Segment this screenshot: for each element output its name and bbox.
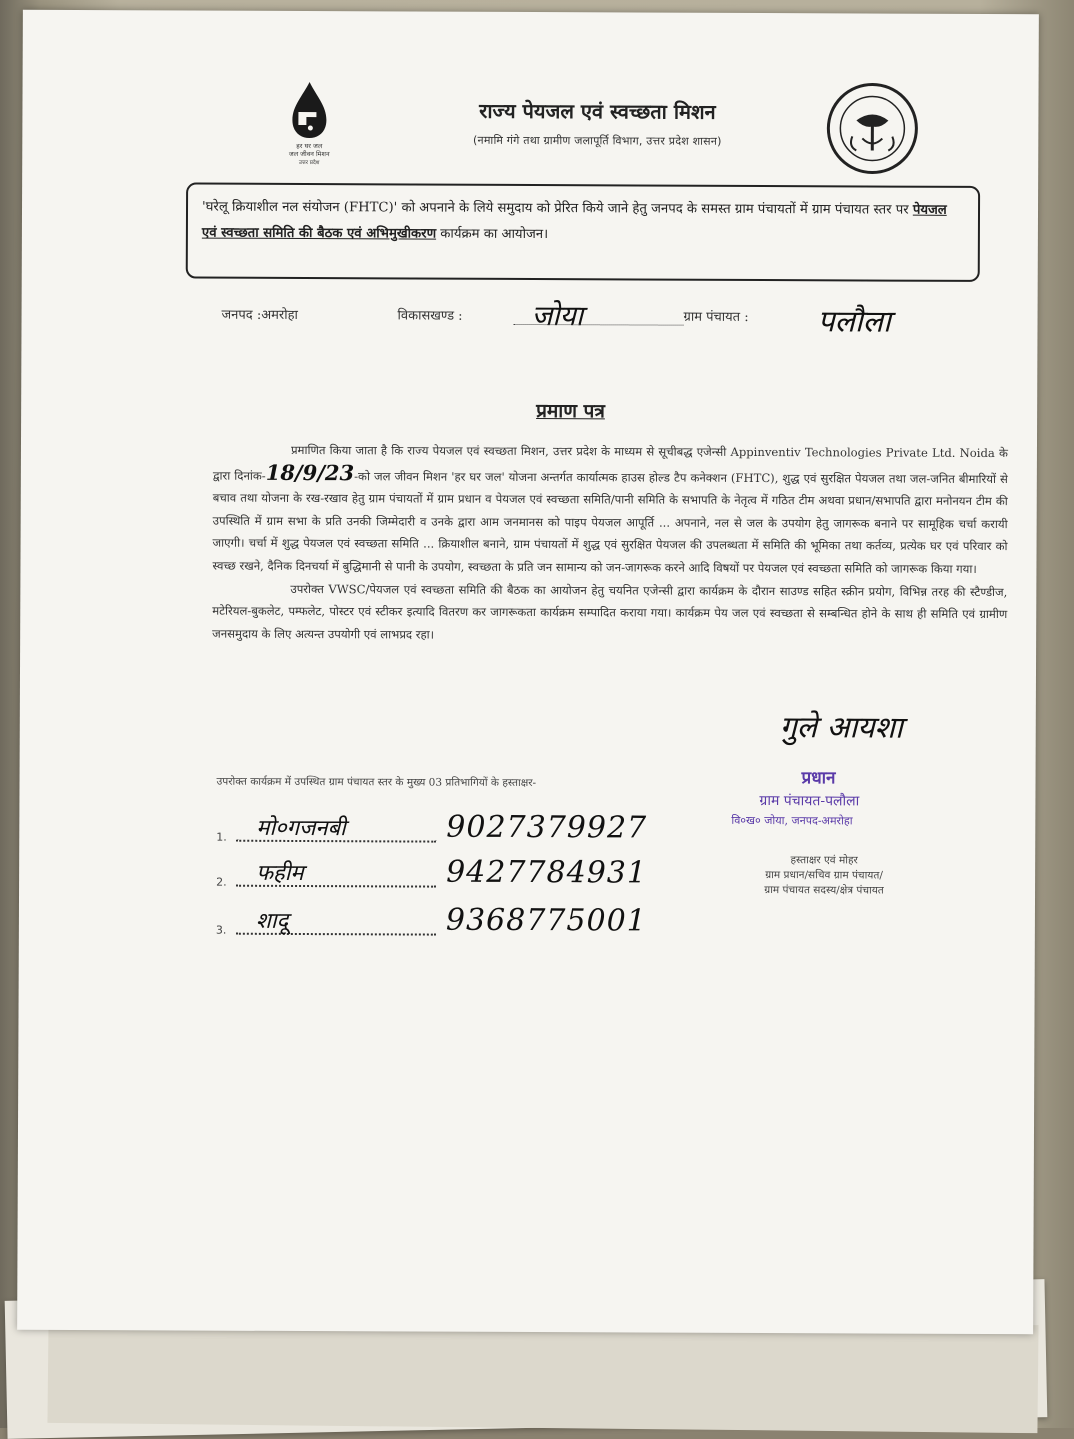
block-value: जोया bbox=[531, 299, 584, 333]
attendees-caption: उपरोक्त कार्यक्रम में उपस्थित ग्राम पंचायत स्तर के मुख्य 03 प्रतिभागियों के हस्ताक्षर- bbox=[216, 775, 537, 790]
attendee-row: 3. शादू 9368775001 bbox=[215, 902, 647, 939]
panchayat-value: पलौला bbox=[817, 304, 891, 340]
panchayat-label: ग्राम पंचायत : bbox=[683, 309, 749, 325]
notice-text-end: कार्यक्रम का आयोजन। bbox=[436, 226, 549, 243]
program-date: 18/9/23 bbox=[265, 459, 355, 485]
certificate-body bbox=[212, 439, 1008, 649]
district-label: जनपद :अमरोहा bbox=[221, 307, 298, 323]
svg-text:हर घर जल: हर घर जल bbox=[296, 141, 323, 151]
certificate-paragraph-2: उपरोक्त VWSC/पेयजल एवं स्वच्छता समिति की बैठक का आयोजन हेतु चयनित एजेन्सी द्वारा कार्यक्रम के दौरान साउण्ड सहित स्क्रीन प्रयोग, विभिन्न तरह की स्टैण्डीज, मटेरियल-बुकलेट, पम्फलेट, पोस्टर एवं स्टीकर इत्यादि वितरण कर जागरूकता कार्यक्रम सम्पादित कराया गया। कार्यक्रम पेय जल एवं स्वच्छता से सम्बन्धित होने के साथ ही समिति एवं ग्रामीण जनसमुदाय के लिए अत्यन्त उपयोगी एवं लाभप्रद रहा। bbox=[212, 581, 1008, 642]
stamp-title: प्रधान bbox=[801, 768, 836, 789]
attendee-phone: 9427784931 bbox=[446, 854, 648, 891]
attendee-row: 1. मो०गजनबी 9027379927 bbox=[216, 809, 648, 846]
certificate-title: प्रमाण पत्र bbox=[536, 400, 605, 423]
signature-caption: हस्ताक्षर एवं मोहर ग्राम प्रधान/सचिव ग्राम पंचायत/ ग्राम पंचायत सदस्य/क्षेत्र पंचायत bbox=[764, 854, 884, 897]
attendee-name: शादू bbox=[255, 908, 289, 934]
mission-subtitle: (नमामि गंगे तथा ग्रामीण जलापूर्ति विभाग, उत्तर प्रदेश शासन) bbox=[473, 133, 722, 148]
program-notice-box bbox=[186, 183, 980, 282]
attendee-phone: 9368775001 bbox=[445, 902, 647, 939]
attendee-row: 2. फहीम 9427784931 bbox=[216, 854, 648, 891]
stamp-panchayat: ग्राम पंचायत-पलौला bbox=[759, 793, 860, 810]
attendee-name: मो०गजनबी bbox=[256, 815, 346, 842]
jal-jeevan-mission-logo bbox=[274, 78, 364, 168]
pradhan-signature: गुले आयशा bbox=[779, 710, 903, 746]
mission-title: राज्य पेयजल एवं स्वच्छता मिशन bbox=[479, 98, 716, 124]
svg-text:उत्तर प्रदेश: उत्तर प्रदेश bbox=[298, 159, 320, 167]
attendee-phone: 9027379927 bbox=[446, 809, 648, 846]
pradhan-stamp bbox=[731, 765, 941, 836]
certificate-paragraph-1: प्रमाणित किया जाता है कि राज्य पेयजल एवं स्वच्छता मिशन, उत्तर प्रदेश के माध्यम से सूचीबद्ध एजेन्सी Appinventiv Technologies Private Ltd. Noida के द्वारा दिनांक-18/9/23-को जल जीवन मिशन 'हर घर जल' योजना अन्तर्गत कार्यात्मक हाउस होल्ड टैप कनेक्शन (FHTC), शुद्ध एवं सुरक्षित पेयजल तथा जल-जनित बीमारियों से बचाव तथा योजना के रख-रखाव हेतु ग्राम पंचायतों में ग्राम प्रधान व पेयजल एवं स्वच्छता समिति/पानी समिति के सभापति के नेतृत्व में गठित टीम अथवा प्रधान/सभापति द्वारा मनोनयन टीम की उपस्थिति में ग्राम सभा के प्रति उनकी जिम्मेदारी व उनके द्वारा आम जनमानस को पाइप पेयजल आपूर्ति ... अपनाने, नल से जल के उपयोग हेतु जागरूक बनाने पर सामूहिक चर्चा करायी जाएगी। चर्चा में शुद्ध पेयजल एवं स्वच्छता समिति ... क्रियाशील बनाने, ग्राम पंचायतों में शुद्ध एवं सुरक्षित पेयजल की उपलब्धता में समिति की भूमिका तथा कर्तव्य, प्रत्येक घर एवं परिवार को स्वच्छ रखने, दैनिक दिनचर्या में बुद्धिमानी से पानी के उपयोग, स्वच्छता के प्रति जन सामान्य को जन-जागरूक करने आदि विषयों पर पेयजल एवं स्वच्छता समिति को जागरूक किया गया। bbox=[212, 442, 1008, 576]
up-govt-seal-icon bbox=[822, 78, 922, 178]
water-drop-icon bbox=[274, 78, 364, 168]
notice-text: 'घरेलू क्रियाशील नल संयोजन (FHTC)' को अपनाने के लिये समुदाय को प्रेरित किये जाने हेतु जनपद के समस्त ग्राम पंचायतों में ग्राम पंचायत स्तर पर bbox=[201, 199, 913, 218]
notice-underlined-text: पेयजल एवं स्वच्छता समिति की बैठक एवं अभिमुखीकरण bbox=[201, 202, 947, 242]
stamp-location: वि०ख० जोया, जनपद-अमरोहा bbox=[731, 813, 853, 828]
location-details bbox=[221, 301, 981, 354]
block-label: विकासखण्ड : bbox=[397, 308, 463, 324]
document-page bbox=[17, 10, 1039, 1334]
attendee-name: फहीम bbox=[256, 860, 304, 887]
svg-text:जल जीवन मिशन: जल जीवन मिशन bbox=[288, 149, 330, 159]
document-header bbox=[22, 65, 1038, 179]
